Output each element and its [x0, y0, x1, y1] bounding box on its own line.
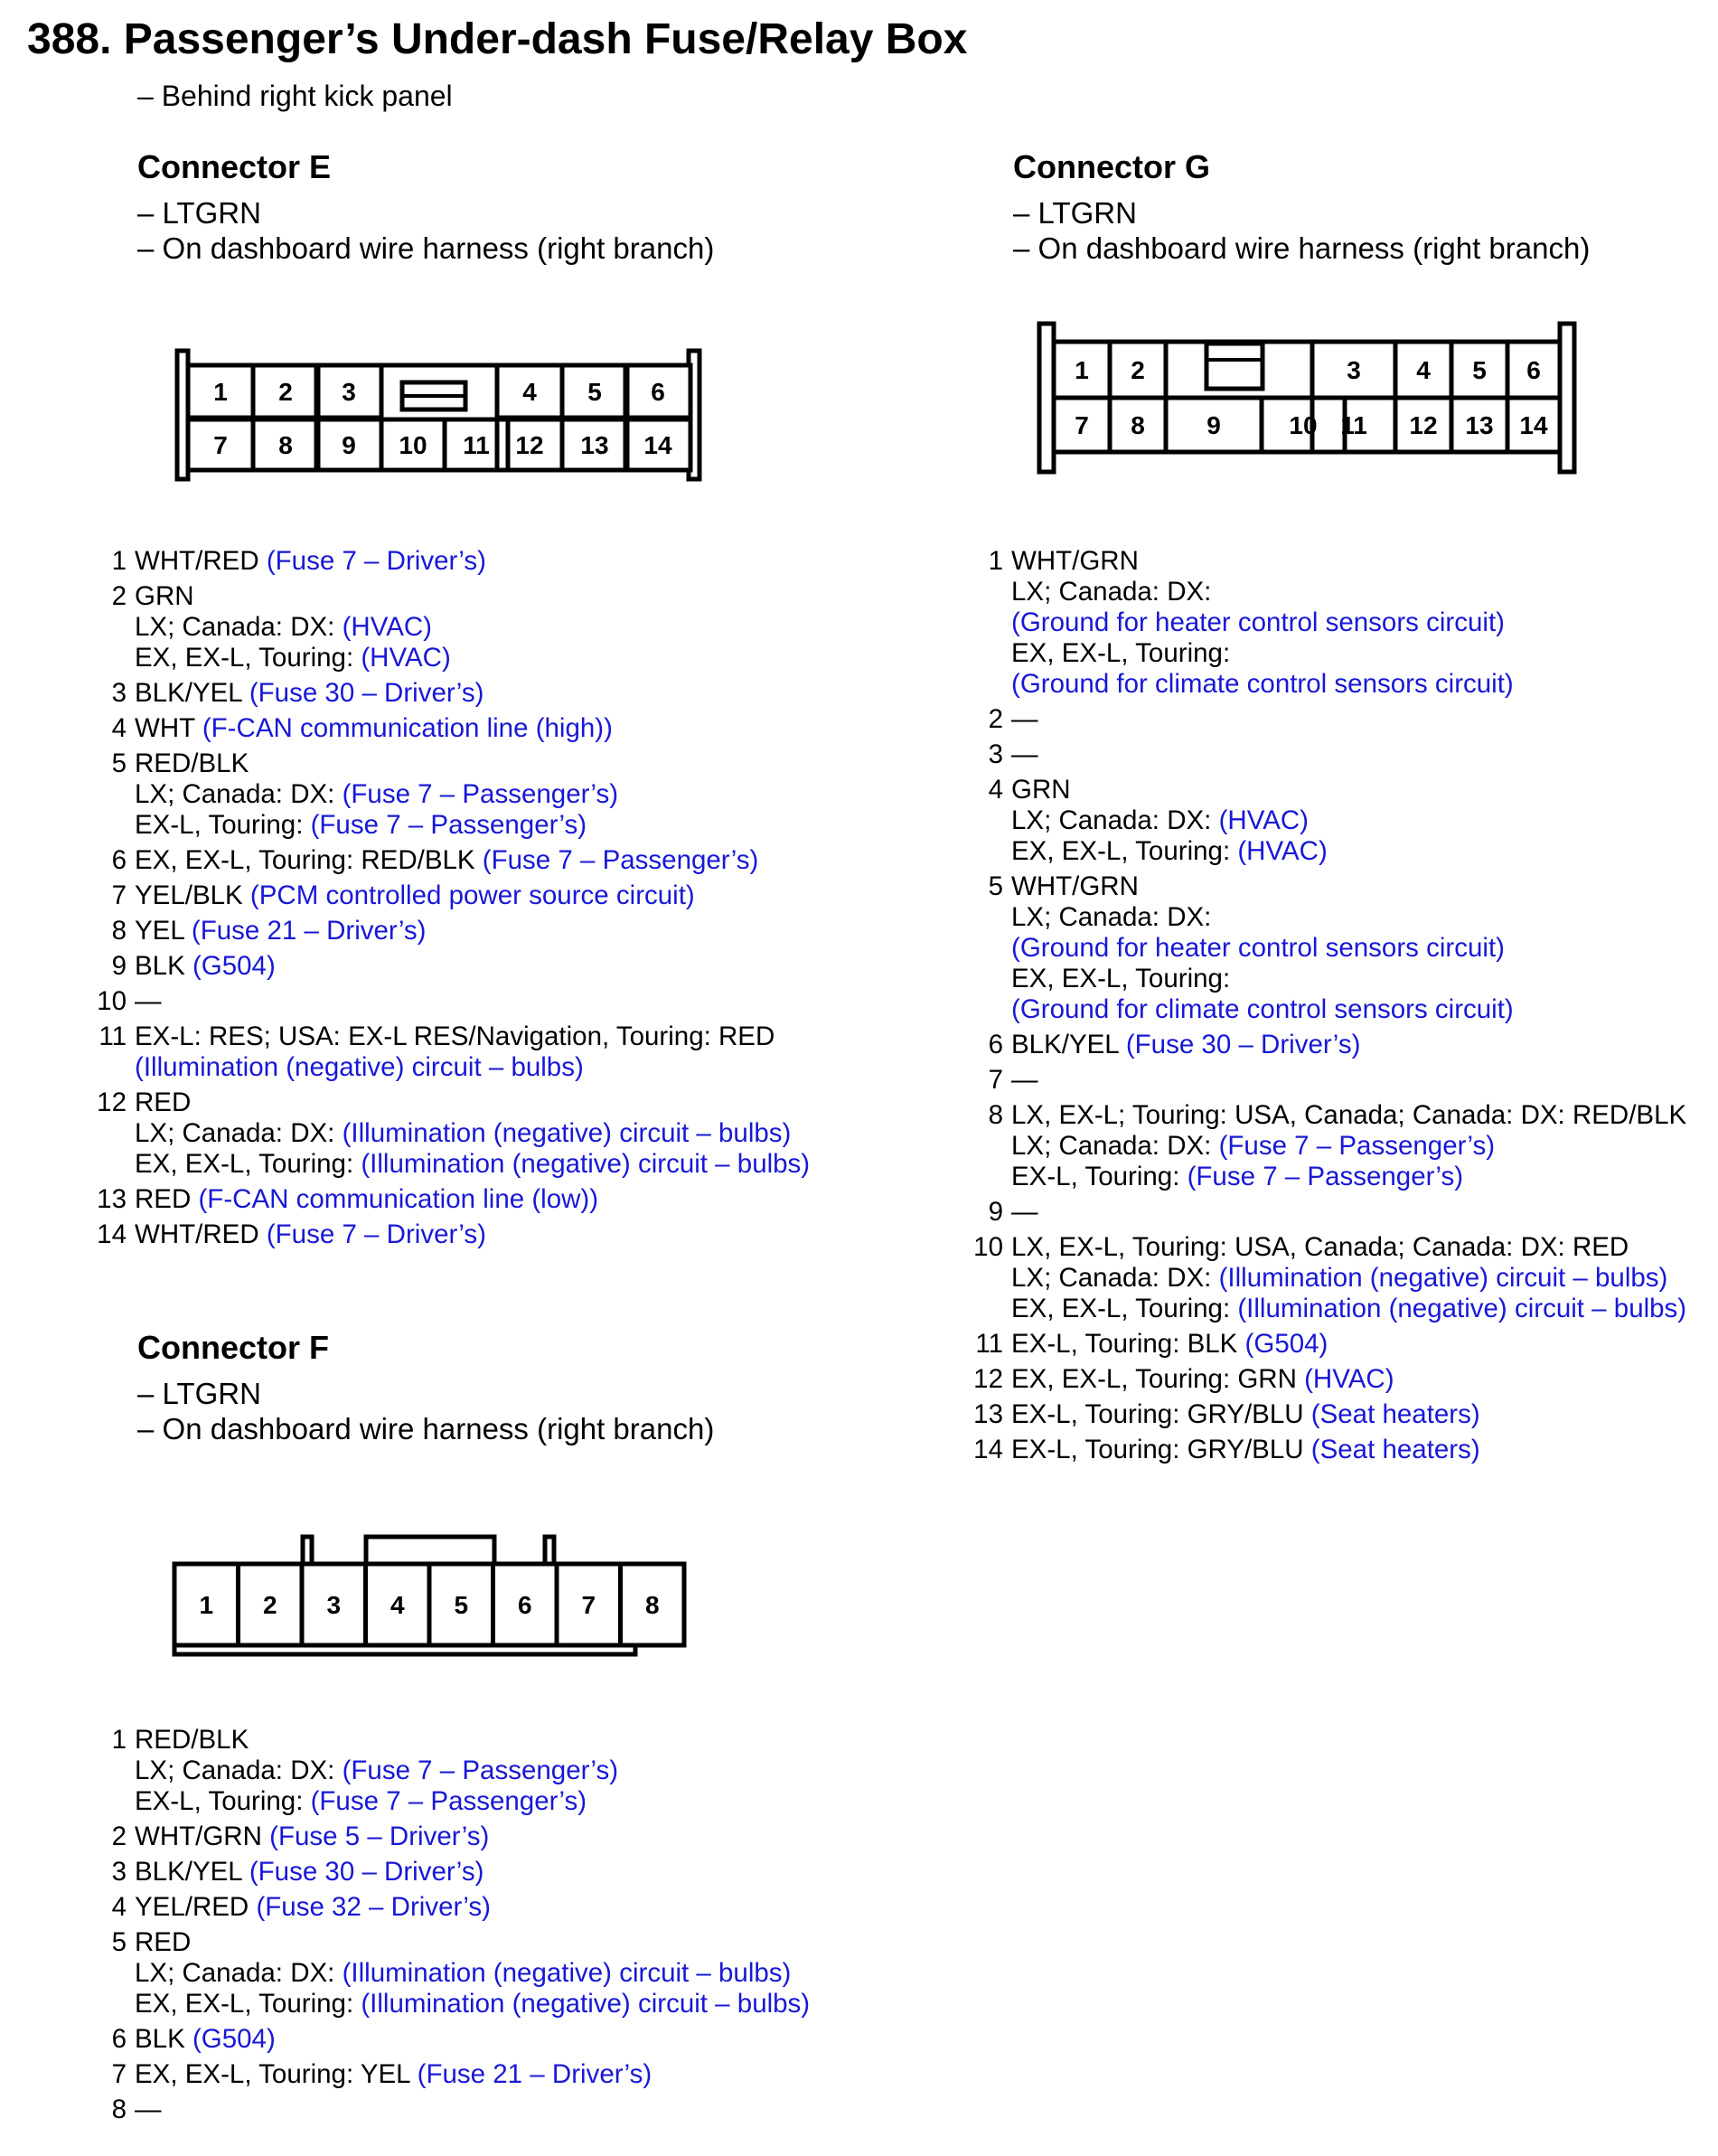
- pin-g-1: [971, 546, 1712, 700]
- connector-e-pin-label: 5: [587, 378, 602, 406]
- pin-line: [135, 845, 862, 876]
- connector-g-pin-label: 12: [1409, 411, 1438, 439]
- circuit-description: (Ground for climate control sensors circuit): [1011, 669, 1514, 699]
- connector-e-pin-label: 3: [342, 378, 356, 406]
- circuit-description: (Fuse 7 – Passenger’s): [482, 845, 759, 875]
- pin-g-9: [971, 1197, 1712, 1228]
- pin-number: 11: [975, 1329, 1003, 1359]
- pin-line: [135, 779, 862, 810]
- circuit-description: (G504): [192, 2024, 276, 2054]
- circuit-description: (Fuse 7 – Passenger’s): [310, 1786, 587, 1816]
- pin-e-1: [94, 546, 862, 577]
- pin-f-5: [94, 1927, 862, 2019]
- wire-info: EX-L, Touring:: [135, 810, 311, 840]
- pin-line: [1011, 933, 1712, 964]
- wire-info: —: [135, 986, 162, 1016]
- pin-number: 14: [973, 1435, 1003, 1464]
- pin-g-4: [971, 775, 1712, 867]
- connector-e-title: Connector E: [137, 148, 332, 185]
- connector-f-pin-label: 1: [199, 1591, 214, 1619]
- pin-line: [135, 1927, 862, 1958]
- pin-e-2: [94, 581, 862, 673]
- pin-line: [135, 713, 862, 744]
- wire-info: EX-L: RES; USA: EX-L RES/Navigation, Touring: RED: [135, 1022, 775, 1051]
- wire-info: LX; Canada: DX:: [135, 779, 343, 809]
- connector-g-pin-list: [971, 546, 1712, 1470]
- connector-e-pin-list: [94, 546, 862, 1255]
- circuit-description: (HVAC): [1304, 1364, 1394, 1394]
- pin-line: [1011, 704, 1712, 735]
- pin-g-11: [971, 1329, 1712, 1360]
- wire-info: BLK: [135, 2024, 192, 2054]
- wire-info: RED: [135, 1927, 192, 1957]
- circuit-description: (Fuse 7 – Passenger’s): [342, 779, 619, 809]
- pin-line: [135, 951, 862, 982]
- connector-g-pin-label: 13: [1465, 411, 1494, 439]
- wire-info: —: [1011, 704, 1038, 734]
- pin-line: [1011, 1030, 1712, 1060]
- pin-f-6: [94, 2024, 862, 2055]
- circuit-description: (Seat heaters): [1310, 1435, 1480, 1464]
- connector-g-pin-label: 3: [1347, 356, 1361, 384]
- connector-f-title: Connector F: [137, 1329, 329, 1366]
- pin-line: [135, 1989, 862, 2019]
- pin-number: 2: [111, 1822, 127, 1851]
- pin-e-12: [94, 1087, 862, 1180]
- connector-f-pin-label: 8: [644, 1591, 660, 1619]
- pin-f-3: [94, 1857, 862, 1888]
- circuit-description: (HVAC): [1218, 805, 1309, 835]
- circuit-description: (Illumination (negative) circuit – bulbs): [342, 1118, 792, 1148]
- pin-number: 1: [111, 546, 127, 576]
- wire-info: EX-L, Touring: GRY/BLU: [1011, 1435, 1311, 1464]
- pin-line: [135, 1892, 862, 1923]
- wire-info: LX; Canada: DX:: [1011, 577, 1212, 607]
- pin-e-8: [94, 916, 862, 946]
- pin-line: [1011, 1197, 1712, 1228]
- pin-g-7: [971, 1065, 1712, 1096]
- wire-info: YEL/BLK: [135, 880, 250, 910]
- pin-number: 4: [111, 1892, 127, 1922]
- pin-line: [1011, 1329, 1712, 1360]
- circuit-description: (Fuse 7 – Passenger’s): [1187, 1162, 1464, 1191]
- pin-line: [135, 1958, 862, 1989]
- pin-number: 9: [111, 951, 127, 981]
- circuit-description: (Seat heaters): [1310, 1399, 1480, 1429]
- pin-g-3: [971, 739, 1712, 770]
- pin-number: 8: [988, 1100, 1003, 1130]
- pin-line: [1011, 638, 1712, 669]
- pin-line: [135, 581, 862, 612]
- wire-info: EX, EX-L, Touring: YEL: [135, 2059, 418, 2089]
- wire-info: LX; Canada: DX:: [1011, 1263, 1219, 1293]
- pin-line: [135, 1786, 862, 1817]
- pin-number: 14: [97, 1219, 127, 1249]
- pin-e-3: [94, 678, 862, 709]
- circuit-description: (Fuse 30 – Driver’s): [249, 678, 484, 708]
- wire-info: RED/BLK: [135, 748, 249, 778]
- connector-g-pin-label: 2: [1131, 356, 1145, 384]
- pin-line: [135, 1756, 862, 1786]
- wire-info: LX; Canada: DX:: [135, 1756, 343, 1785]
- pin-line: [135, 2095, 862, 2125]
- pin-line: [1011, 775, 1712, 805]
- circuit-description: (Ground for heater control sensors circuit): [1011, 607, 1505, 637]
- pin-number: 10: [97, 986, 127, 1016]
- pin-e-14: [94, 1219, 862, 1250]
- pin-line: [135, 1087, 862, 1118]
- wire-info: LX, EX-L; Touring: USA, Canada; Canada: DX: RED/BLK: [1011, 1100, 1687, 1130]
- wire-info: BLK/YEL: [135, 678, 249, 708]
- circuit-description: (Illumination (negative) circuit – bulbs): [1218, 1263, 1668, 1293]
- connector-g-pin-label: 8: [1131, 411, 1145, 439]
- connector-e-pin-label: 9: [342, 431, 356, 459]
- circuit-description: (Illumination (negative) circuit – bulbs): [361, 1989, 811, 2019]
- pin-number: 2: [988, 704, 1003, 734]
- connector-g-title: Connector G: [1013, 148, 1211, 185]
- pin-line: [135, 546, 862, 577]
- pin-line: [135, 986, 862, 1017]
- pin-line: [135, 1118, 862, 1149]
- connector-f-pin-label: 4: [390, 1591, 405, 1619]
- wire-info: —: [1011, 739, 1038, 769]
- wire-info: LX; Canada: DX:: [1011, 805, 1219, 835]
- pin-line: [135, 1822, 862, 1852]
- wire-info: EX, EX-L, Touring:: [1011, 638, 1231, 668]
- circuit-description: (Fuse 30 – Driver’s): [1125, 1030, 1361, 1059]
- connector-g-pin-label: 9: [1206, 411, 1221, 439]
- connector-f-pin-list: [94, 1725, 862, 2130]
- pin-line: [1011, 994, 1712, 1025]
- circuit-description: (Fuse 32 – Driver’s): [256, 1892, 492, 1922]
- pin-line: [135, 810, 862, 841]
- connector-e-pin-label: 12: [515, 431, 544, 459]
- pin-line: [135, 1184, 862, 1215]
- pin-line: [1011, 1162, 1712, 1192]
- connector-g-diagram: [1032, 316, 1583, 479]
- pin-number: 3: [111, 678, 127, 708]
- pin-g-5: [971, 871, 1712, 1025]
- wire-info: WHT/RED: [135, 546, 267, 576]
- pin-line: [135, 612, 862, 643]
- connector-e-pin-label: 4: [522, 378, 537, 406]
- wire-info: EX-L, Touring:: [135, 1786, 311, 1816]
- pin-line: [1011, 1065, 1712, 1096]
- pin-number: 5: [111, 1927, 127, 1957]
- circuit-description: (Ground for heater control sensors circuit): [1011, 933, 1505, 963]
- connector-e-diagram: [172, 344, 705, 488]
- pin-e-6: [94, 845, 862, 876]
- connector-g-pin-label: 14: [1519, 411, 1548, 439]
- pin-line: [1011, 1294, 1712, 1324]
- pin-line: [1011, 739, 1712, 770]
- pin-e-4: [94, 713, 862, 744]
- circuit-description: (G504): [1244, 1329, 1328, 1359]
- connector-f-pin-label: 6: [517, 1591, 532, 1619]
- connector-e-pin-label: 10: [399, 431, 427, 459]
- wire-info: BLK/YEL: [135, 1857, 249, 1887]
- pin-line: [135, 1219, 862, 1250]
- wire-info: LX, EX-L, Touring: USA, Canada; Canada: DX: RED: [1011, 1232, 1629, 1262]
- connector-f-pin-label: 2: [262, 1591, 277, 1619]
- connector-e-pin-label: 1: [213, 378, 228, 406]
- wire-info: WHT: [135, 713, 202, 743]
- connector-e-location: – On dashboard wire harness (right branch): [137, 231, 715, 265]
- connector-f-pin-label: 5: [454, 1591, 469, 1619]
- pin-e-13: [94, 1184, 862, 1215]
- connector-g-pin-label: 7: [1075, 411, 1089, 439]
- circuit-description: (Fuse 7 – Passenger’s): [1218, 1131, 1496, 1161]
- pin-e-10: [94, 986, 862, 1017]
- pin-f-8: [94, 2095, 862, 2125]
- connector-e-color: – LTGRN: [137, 196, 261, 230]
- pin-number: 7: [111, 880, 127, 910]
- pin-line: [135, 916, 862, 946]
- connector-e-pin-label: 2: [278, 378, 293, 406]
- wire-info: —: [135, 2095, 162, 2124]
- wire-info: EX, EX-L, Touring:: [135, 1149, 361, 1179]
- pin-line: [1011, 1263, 1712, 1294]
- circuit-description: (Illumination (negative) circuit – bulbs): [135, 1052, 584, 1082]
- pin-number: 12: [973, 1364, 1003, 1394]
- wire-info: EX, EX-L, Touring:: [1011, 836, 1238, 866]
- connector-f-meta: [137, 1376, 714, 1446]
- circuit-description: (HVAC): [361, 643, 451, 673]
- pin-e-9: [94, 951, 862, 982]
- pin-g-10: [971, 1232, 1712, 1324]
- wire-info: EX, EX-L, Touring: GRN: [1011, 1364, 1305, 1394]
- pin-number: 3: [988, 739, 1003, 769]
- pin-line: [135, 880, 862, 911]
- connector-g-location: – On dashboard wire harness (right branch): [1013, 231, 1591, 265]
- pin-e-5: [94, 748, 862, 841]
- wire-info: EX-L, Touring: GRY/BLU: [1011, 1399, 1311, 1429]
- wire-info: LX; Canada: DX:: [1011, 902, 1212, 932]
- pin-line: [135, 643, 862, 673]
- pin-e-7: [94, 880, 862, 911]
- connector-g-meta: [1013, 195, 1590, 266]
- pin-number: 2: [111, 581, 127, 611]
- connector-e-pin-label: 13: [580, 431, 609, 459]
- pin-line: [1011, 1232, 1712, 1263]
- circuit-description: (Fuse 21 – Driver’s): [417, 2059, 652, 2089]
- circuit-description: (Fuse 5 – Driver’s): [269, 1822, 490, 1851]
- wire-info: WHT/RED: [135, 1219, 267, 1249]
- pin-line: [1011, 1399, 1712, 1430]
- connector-g-pin-label: 1: [1075, 356, 1089, 384]
- pin-line: [135, 1022, 862, 1052]
- circuit-description: (Illumination (negative) circuit – bulbs): [361, 1149, 811, 1179]
- wire-info: EX-L, Touring:: [1011, 1162, 1188, 1191]
- pin-line: [1011, 902, 1712, 933]
- pin-number: 4: [988, 775, 1003, 805]
- wire-info: LX; Canada: DX:: [1011, 1131, 1219, 1161]
- pin-number: 13: [97, 1184, 127, 1214]
- circuit-description: (Fuse 21 – Driver’s): [191, 916, 427, 946]
- circuit-description: (Illumination (negative) circuit – bulbs): [342, 1958, 792, 1988]
- pin-g-2: [971, 704, 1712, 735]
- pin-number: 5: [988, 871, 1003, 901]
- pin-line: [1011, 1131, 1712, 1162]
- wire-info: EX, EX-L, Touring:: [1011, 1294, 1238, 1323]
- pin-line: [1011, 871, 1712, 902]
- wire-info: EX, EX-L, Touring: RED/BLK: [135, 845, 483, 875]
- wire-info: RED/BLK: [135, 1725, 249, 1755]
- connector-e-pin-label: 11: [463, 431, 490, 459]
- pin-line: [135, 748, 862, 779]
- wire-info: EX, EX-L, Touring:: [135, 643, 361, 673]
- connector-f-pin-label: 7: [581, 1591, 596, 1619]
- pin-number: 6: [111, 2024, 127, 2054]
- circuit-description: (Fuse 7 – Driver’s): [266, 1219, 487, 1249]
- pin-number: 6: [988, 1030, 1003, 1059]
- connector-e-pin-label: 7: [213, 431, 228, 459]
- wire-info: LX; Canada: DX:: [135, 1118, 343, 1148]
- pin-number: 12: [97, 1087, 127, 1117]
- pin-line: [135, 2059, 862, 2090]
- pin-line: [1011, 577, 1712, 607]
- wire-info: RED: [135, 1184, 199, 1214]
- pin-number: 7: [111, 2059, 127, 2089]
- pin-line: [135, 2024, 862, 2055]
- pin-number: 9: [988, 1197, 1003, 1227]
- circuit-description: (Ground for climate control sensors circuit): [1011, 994, 1514, 1024]
- wire-info: LX; Canada: DX:: [135, 1958, 343, 1988]
- pin-number: 8: [111, 916, 127, 946]
- connector-e-meta: [137, 195, 714, 266]
- pin-line: [135, 1052, 862, 1083]
- wire-info: —: [1011, 1065, 1038, 1095]
- wire-info: WHT/GRN: [135, 1822, 270, 1851]
- wire-info: EX-L, Touring: BLK: [1011, 1329, 1245, 1359]
- pin-number: 6: [111, 845, 127, 875]
- connector-g-pin-label: 4: [1416, 356, 1431, 384]
- connector-f-diagram: [167, 1519, 691, 1663]
- pin-number: 10: [973, 1232, 1003, 1262]
- pin-line: [135, 1725, 862, 1756]
- pin-number: 1: [111, 1725, 127, 1755]
- pin-line: [1011, 964, 1712, 994]
- pin-e-11: [94, 1022, 862, 1083]
- pin-number: 11: [99, 1022, 127, 1051]
- pin-g-12: [971, 1364, 1712, 1395]
- circuit-description: (Fuse 7 – Passenger’s): [342, 1756, 619, 1785]
- connector-g-pin-label: 5: [1472, 356, 1487, 384]
- circuit-description: (Fuse 7 – Passenger’s): [310, 810, 587, 840]
- circuit-description: (HVAC): [342, 612, 432, 642]
- pin-line: [1011, 1435, 1712, 1465]
- pin-number: 3: [111, 1857, 127, 1887]
- pin-number: 4: [111, 713, 127, 743]
- connector-f-location: – On dashboard wire harness (right branch): [137, 1412, 715, 1445]
- pin-f-2: [94, 1822, 862, 1852]
- pin-f-7: [94, 2059, 862, 2090]
- circuit-description: (G504): [192, 951, 276, 981]
- wire-info: WHT/GRN: [1011, 871, 1139, 901]
- connector-g-pin-label: 11: [1340, 411, 1367, 439]
- connector-e-pin-label: 8: [278, 431, 293, 459]
- page-subtitle: – Behind right kick panel: [137, 80, 453, 112]
- connector-g-color: – LTGRN: [1013, 196, 1137, 230]
- connector-f-color: – LTGRN: [137, 1377, 261, 1410]
- connector-e-pin-label: 14: [643, 431, 672, 459]
- pin-number: 8: [111, 2095, 127, 2124]
- wire-info: EX, EX-L, Touring:: [1011, 964, 1231, 993]
- pin-line: [135, 678, 862, 709]
- wire-info: YEL/RED: [135, 1892, 257, 1922]
- wire-info: WHT/GRN: [1011, 546, 1139, 576]
- pin-line: [135, 1857, 862, 1888]
- wire-info: BLK: [135, 951, 192, 981]
- pin-number: 1: [988, 546, 1003, 576]
- wire-info: —: [1011, 1197, 1038, 1227]
- pin-number: 7: [988, 1065, 1003, 1095]
- connector-g-pin-label: 6: [1526, 356, 1541, 384]
- wire-info: LX; Canada: DX:: [135, 612, 343, 642]
- pin-line: [1011, 546, 1712, 577]
- pin-g-6: [971, 1030, 1712, 1060]
- pin-f-1: [94, 1725, 862, 1817]
- circuit-description: (HVAC): [1237, 836, 1328, 866]
- pin-line: [1011, 805, 1712, 836]
- wire-info: GRN: [135, 581, 194, 611]
- pin-line: [1011, 1100, 1712, 1131]
- circuit-description: (F-CAN communication line (low)): [198, 1184, 599, 1214]
- pin-line: [1011, 836, 1712, 867]
- circuit-description: (F-CAN communication line (high)): [202, 713, 613, 743]
- connector-e-pin-label: 6: [651, 378, 665, 406]
- pin-g-14: [971, 1435, 1712, 1465]
- wire-info: BLK/YEL: [1011, 1030, 1126, 1059]
- circuit-description: (Fuse 7 – Driver’s): [266, 546, 487, 576]
- connector-f-pin-label: 3: [326, 1591, 342, 1619]
- pin-f-4: [94, 1892, 862, 1923]
- circuit-description: (Fuse 30 – Driver’s): [249, 1857, 484, 1887]
- wire-info: GRN: [1011, 775, 1071, 805]
- pin-number: 13: [973, 1399, 1003, 1429]
- pin-number: 5: [111, 748, 127, 778]
- pin-line: [135, 1149, 862, 1180]
- connector-g-pin-label: 10: [1289, 411, 1318, 439]
- circuit-description: (Illumination (negative) circuit – bulbs): [1237, 1294, 1687, 1323]
- circuit-description: (PCM controlled power source circuit): [249, 880, 695, 910]
- page-title: 388. Passenger’s Under-dash Fuse/Relay Box: [27, 15, 968, 63]
- wire-info: RED: [135, 1087, 192, 1117]
- pin-g-13: [971, 1399, 1712, 1430]
- wire-info: YEL: [135, 916, 192, 946]
- pin-line: [1011, 669, 1712, 700]
- wire-info: EX, EX-L, Touring:: [135, 1989, 361, 2019]
- pin-g-8: [971, 1100, 1712, 1192]
- pin-line: [1011, 607, 1712, 638]
- pin-line: [1011, 1364, 1712, 1395]
